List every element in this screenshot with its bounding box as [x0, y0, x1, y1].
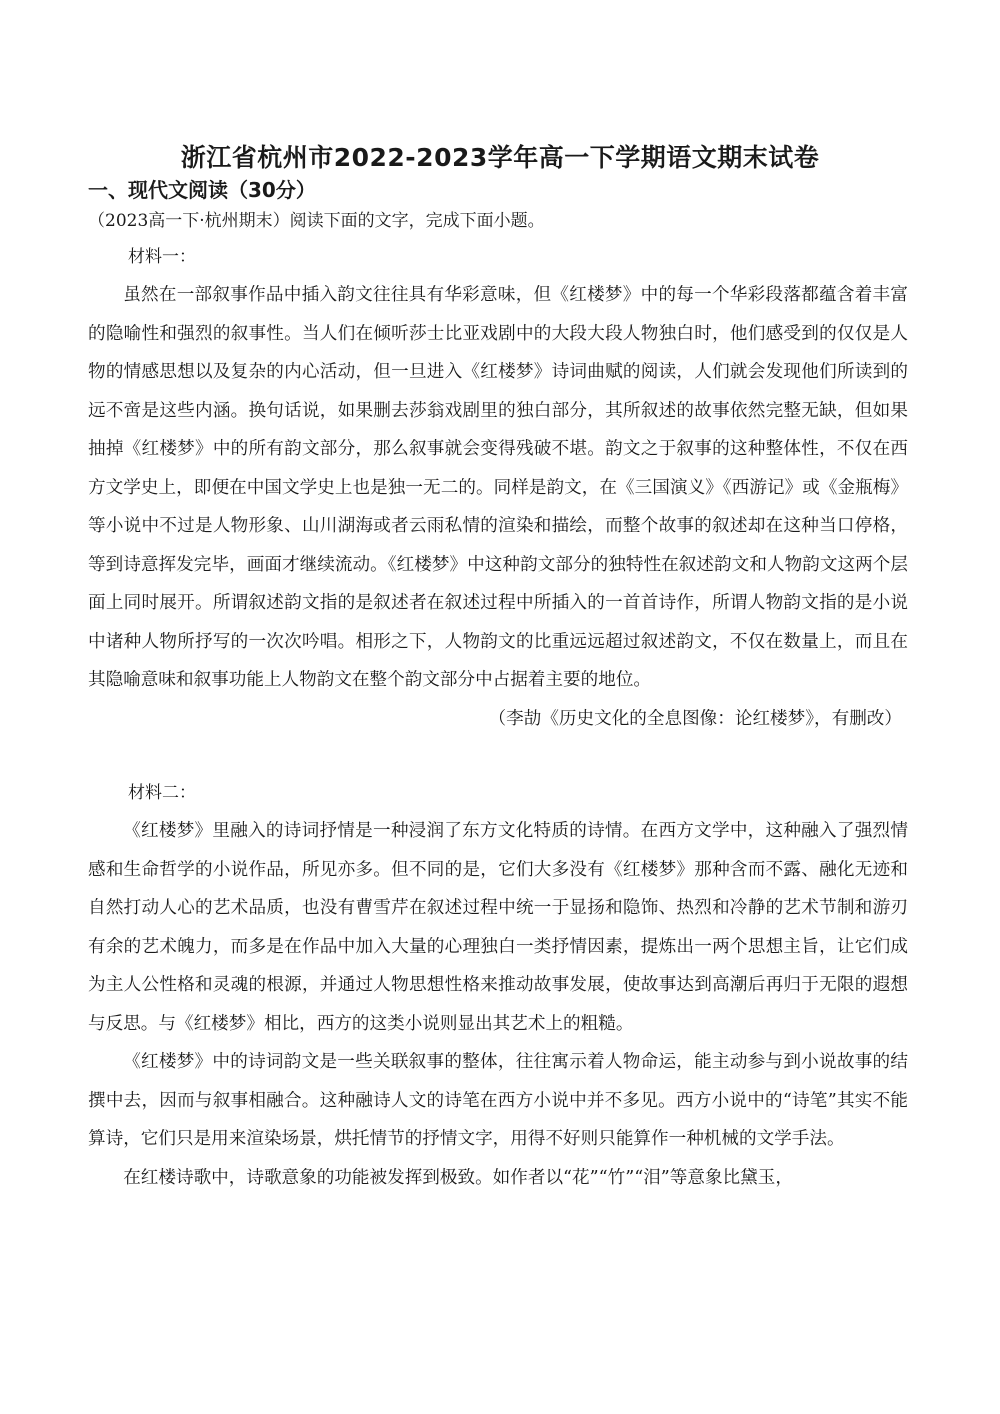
material-one-source: （李劼《历史文化的全息图像：论红楼梦》，有删改）	[488, 708, 902, 729]
section-heading: 一、现代文阅读（30分）	[88, 178, 316, 202]
material-two-paragraph: 在红楼诗歌中，诗歌意象的功能被发挥到极致。如作者以“花”“竹”“泪”等意象比黛玉，	[123, 1167, 793, 1188]
material-two-paragraph: 《红楼梦》里融入的诗词抒情是一种浸润了东方文化特质的诗情。在西方文学中，这种融入了强烈情感和生命哲学的小说作品，所见亦多。但不同的是，它们大多没有《红楼梦》那种含而不露、融化无迹和自然打动人心的艺术品质，也没有曹雪芹在叙述过程中统一于显扬和隐饰、热烈和冷静的艺术节制和游刃有余的艺术魄力，而多是在作品中加入大量的心理独白一类抒情因素，提炼出一两个思想主旨，让它们成为主人公性格和灵魂的根源，并通过人物思想性格来推动故事发展，使故事达到高潮后再归于无限的遐想与反思。与《红楼梦》相比，西方的这类小说则显出其艺术上的粗糙。	[88, 821, 908, 1034]
material-one-paragraph: 虽然在一部叙事作品中插入韵文往往具有华彩意味，但《红楼梦》中的每一个华彩段落都蕴含着丰富的隐喻性和强烈的叙事性。当人们在倾听莎士比亚戏剧中的大段大段人物独白时，他们感受到的仅仅是人物的情感思想以及复杂的内心活动，但一旦进入《红楼梦》诗词曲赋的阅读，人们就会发现他们所读到的远不啻是这些内涵。换句话说，如果删去莎翁戏剧里的独白部分，其所叙述的故事依然完整无缺，但如果抽掉《红楼梦》中的所有韵文部分，那么叙事就会变得残破不堪。韵文之于叙事的这种整体性，不仅在西方文学史上，即便在中国文学史上也是独一无二的。同样是韵文，在《三国演义》《西游记》或《金瓶梅》等小说中不过是人物形象、山川湖海或者云雨私情的渲染和描绘，而整个故事的叙述却在这种当口停格，等到诗意挥发完毕，画面才继续流动。《红楼梦》中这种韵文部分的独特性在叙述韵文和人物韵文这两个层面上同时展开。所谓叙述韵文指的是叙述者在叙述过程中所插入的一首首诗作，所谓人物韵文指的是小说中诸种人物所抒写的一次次吟唱。相形之下，人物韵文的比重远远超过叙述韵文，不仅在数量上，而且在其隐喻意味和叙事功能上人物韵文在整个韵文部分中占据着主要的地位。	[88, 285, 908, 690]
material-one	[88, 238, 908, 738]
material-one-label: 材料一：	[128, 247, 196, 267]
material-two-paragraph: 《红楼梦》中的诗词韵文是一些关联叙事的整体，往往寓示着人物命运，能主动参与到小说故事的结撰中去，因而与叙事相融合。这种融诗人文的诗笔在西方小说中并不多见。西方小说中的“诗笔”其实不能算诗，它们只是用来渲染场景，烘托情节的抒情文字，用得不好则只能算作一种机械的文学手法。	[88, 1052, 908, 1149]
page-title: 浙江省杭州市2022-2023学年高一下学期语文期末试卷	[180, 143, 820, 172]
material-two-label: 材料二：	[128, 783, 196, 803]
material-two	[88, 774, 908, 1197]
question-intro: （2023高一下·杭州期末）阅读下面的文字，完成下面小题。	[88, 211, 545, 231]
